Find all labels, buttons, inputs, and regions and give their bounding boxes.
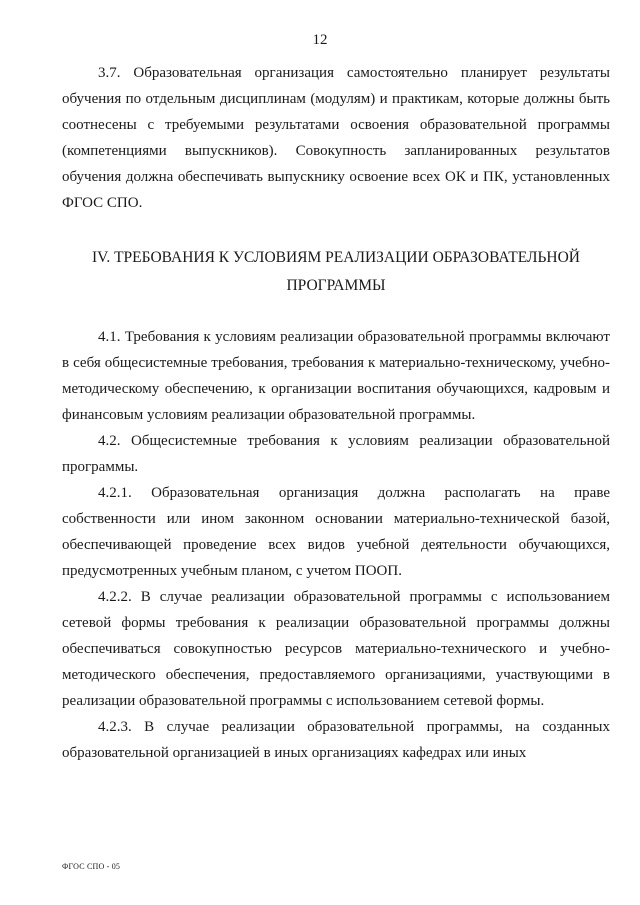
paragraph-4-2-1: 4.2.1. Образовательная организация должна располагать на праве собственности или ином законном основании материально-технической базой, обеспечивающей проведение всех видов учебной деятельности обучающихся, предусмотренных учебным планом, с учетом ПООП. [62, 485, 610, 579]
paragraph-4-2-2: 4.2.2. В случае реализации образовательной программы с использованием сетевой формы требования к реализации образовательной программы должны обеспечиваться совокупностью ресурсов материально-технического и учебно-методического обеспечения, предоставляемого организациями, участвующими в реализации образовательной программы с использованием сетевой формы. [62, 589, 610, 709]
paragraph-4-1: 4.1. Требования к условиям реализации образовательной программы включают в себя общесистемные требования, требования к материально-техническому, учебно-методическому обеспечению, к организации воспитания обучающихся, кадровым и финансовым условиям реализации образовательной программы. [62, 329, 610, 423]
page-number: 12 [312, 32, 328, 48]
document-body [62, 60, 610, 766]
footer-document-code: ФГОС СПО - 05 [62, 862, 121, 871]
paragraph-3-7: 3.7. Образовательная организация самостоятельно планирует результаты обучения по отдельным дисциплинам (модулям) и практикам, которые должны быть соотнесены с требуемыми результатами освоения образовательной программы (компетенциями выпускников). Совокупность запланированных результатов обучения должна обеспечивать выпускнику освоение всех ОК и ПК, установленных ФГОС СПО. [62, 65, 610, 211]
section-heading-iv [62, 244, 610, 300]
section-heading-line-2: ПРОГРАММЫ [286, 277, 386, 294]
section-heading-line-1: IV. ТРЕБОВАНИЯ К УСЛОВИЯМ РЕАЛИЗАЦИИ ОБРАЗОВАТЕЛЬНОЙ [91, 249, 580, 266]
paragraph-4-2: 4.2. Общесистемные требования к условиям реализации образовательной программы. [62, 433, 610, 475]
paragraph-4-2-3: 4.2.3. В случае реализации образовательной программы, на созданных образовательной организацией в иных организациях кафедрах или иных [62, 719, 610, 761]
